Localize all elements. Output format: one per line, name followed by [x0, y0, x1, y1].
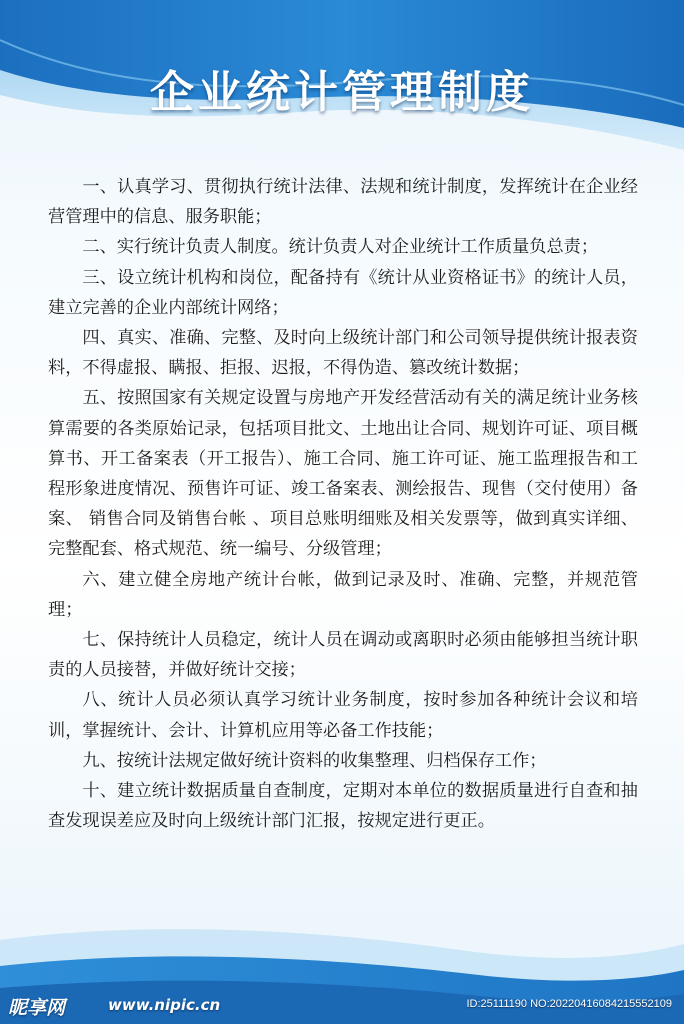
paragraph: 十、建立统计数据质量自查制度，定期对本单位的数据质量进行自查和抽查发现误差应及时向上级统计部门汇报，按规定进行更正。 — [48, 781, 638, 832]
page-title: 企业统计管理制度 — [150, 67, 534, 118]
paragraph: 七、保持统计人员稳定，统计人员在调动或离职时必须由能够担当统计职责的人员接替，并做好统计交接； — [48, 630, 638, 681]
paragraph: 二、实行统计负责人制度。统计负责人对企业统计工作质量负总责； — [82, 237, 599, 258]
paragraph: 四、真实、准确、完整、及时向上级统计部门和公司领导提供统计报表资料，不得虚报、瞒报、拒报、迟报，不得伪造、篡改统计数据； — [48, 328, 638, 379]
paragraph: 九、按统计法规定做好统计资料的收集整理、归档保存工作； — [82, 750, 547, 771]
image-id-label: ID:25111190 NO:20220416084215552109 — [466, 998, 672, 1010]
site-url: www.nipic.cn — [108, 996, 221, 1014]
paragraph: 五、按照国家有关规定设置与房地产开发经营活动有关的满足统计业务核算需要的各类原始记录，包括项目批文、土地出让合同、规划许可证、项目概算书、开工备案表（开工报告）、施工合同、施工许可证、施工监理报告和工程形象进度情况、预售许可证、竣工备案表、测绘报告、现售（交付使用）备案、 销售合同及销售台帐 、项目总账明细账及相关发票等，做到真实详细、完整配套、格式规范、统一编号、分级管理； — [48, 388, 638, 560]
paragraph: 八、统计人员必须认真学习统计业务制度，按时参加各种统计会议和培训，掌握统计、会计、计算机应用等必备工作技能； — [48, 690, 638, 741]
site-logo: 昵享网 — [8, 997, 66, 1019]
paragraph: 六、建立健全房地产统计台帐，做到记录及时、准确、完整，并规范管理； — [48, 569, 638, 620]
paragraph: 一、认真学习、贯彻执行统计法律、法规和统计制度，发挥统计在企业经营管理中的信息、服务职能； — [48, 177, 638, 228]
paragraph: 三、设立统计机构和岗位，配备持有《统计从业资格证书》的统计人员，建立完善的企业内部统计网络； — [48, 267, 638, 318]
regulation-body — [48, 172, 638, 836]
